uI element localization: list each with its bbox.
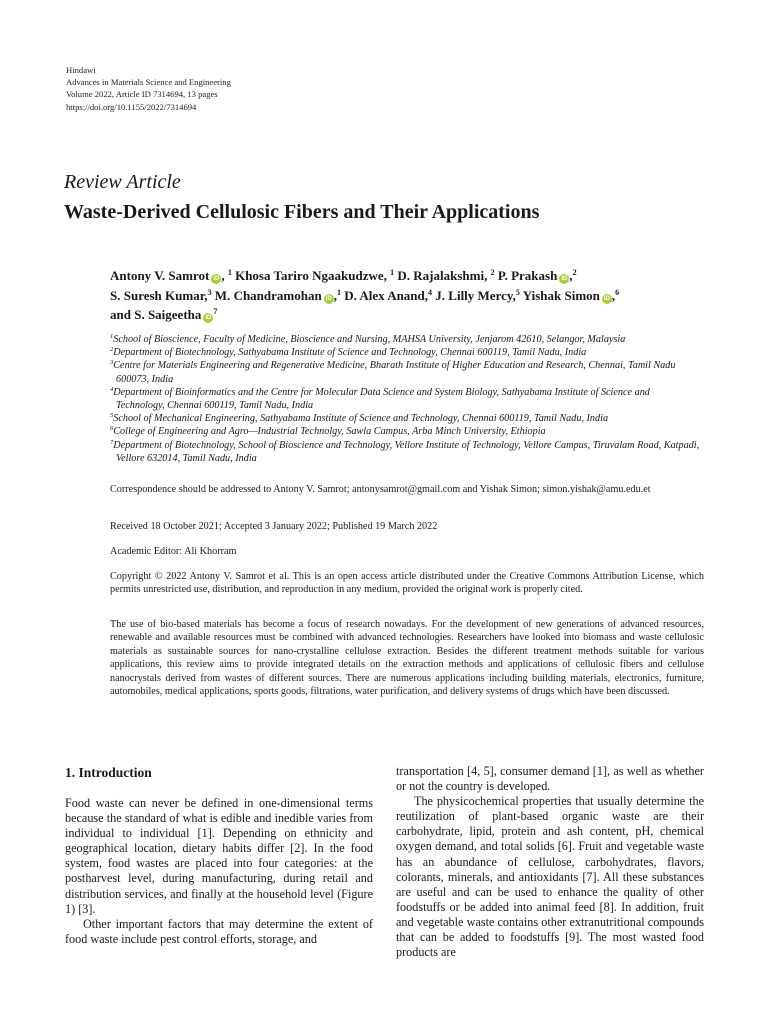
author-line <box>110 286 710 306</box>
affiliation <box>110 346 700 359</box>
affiliation <box>110 359 700 385</box>
author-line <box>110 305 710 325</box>
publisher-name: Hindawi <box>66 65 96 75</box>
affiliation <box>110 425 700 438</box>
author: and S. Saigeetha $iD^7$ <box>110 307 218 322</box>
journal-name: Advances in Materials Science and Engineering <box>66 77 231 88</box>
author-line <box>110 266 710 286</box>
orcid-icon[interactable]: iD <box>561 276 568 282</box>
affiliation-number: 3 <box>110 359 114 367</box>
affiliation-number: 2 <box>110 346 114 354</box>
journal-header <box>66 64 231 113</box>
author: J. Lilly Mercy,$^5$ <box>435 287 520 303</box>
affiliation-text: Department of Bioinformatics and the Centre for Molecular Data Science and System Biology, Sathyabama Institute of Science and Technology, Chennai 600119, Tamil Nadu, India <box>113 386 650 412</box>
abstract: The use of bio-based materials has become a focus of research nowadays. For the development of new generations of advanced resources, renewable and available resources must be combined with advanced technologies. Researchers have looked into biomass and waste cellulosic materials as sustainable sources for nano-crystalline cellulose extraction. Besides the different treatment methods suitable for various applications, this review aims to provide integrated details on the extraction methods and applications of cellulosic fibers and cellulose nanocrystals derived from wastes of different sources. There are numerous applications including building materials, electronics, furniture, automobiles, medical applications, sports goods, filtrations, water purification, and delivery systems of drugs which have been discussed. <box>110 619 704 698</box>
affiliation-text: Department of Biotechnology, School of Bioscience and Technology, Vellore Institute of Technology, Vellore Campus, Tiruvalam Road, Katpadi, Vellore 632014, Tamil Nadu, India <box>113 439 700 464</box>
affiliation-number: 7 <box>110 438 114 446</box>
author: Khosa Tariro Ngaakudzwe, $^1$ <box>235 268 395 283</box>
section-heading: 1. Introduction <box>65 765 152 780</box>
affiliation <box>110 333 700 346</box>
volume-line: Volume 2022, Article ID 7314694, 13 pages <box>66 89 218 100</box>
affiliation-text: School of Mechanical Engineering, Sathyabama Institute of Science and Technology, Chennai 600119, Tamil Nadu, India <box>113 413 609 425</box>
affiliation-text: School of Bioscience, Faculty of Medicine, Bioscience and Nursing, MAHSA University, Jenjarom 42610, Selangor, Malaysia <box>113 334 626 345</box>
author: Antony V. Samrot iD , $^1$ <box>110 268 232 283</box>
author: D. Alex Anand,$^4$ <box>344 287 433 303</box>
affiliation-number: 5 <box>110 412 114 420</box>
orcid-icon[interactable]: iD <box>603 295 610 302</box>
author: P. Prakash iD ,$^2$ <box>497 268 577 283</box>
body-paragraph: transportation [4, 5], consumer demand [1], as well as whether or not the country is developed. <box>396 764 704 794</box>
affiliation <box>110 439 700 465</box>
doi-link[interactable]: https://doi.org/10.1155/2022/7314694 <box>66 101 197 112</box>
affiliation <box>110 386 700 412</box>
affiliation-number: 1 <box>110 333 114 340</box>
affiliation-number: 6 <box>110 425 114 433</box>
correspondence: Correspondence should be addressed to Antony V. Samrot; antonysamrot@gmail.com and Yishak Simon; simon.yishak@amu.edu.et <box>110 484 651 495</box>
affiliation <box>110 412 700 425</box>
orcid-icon[interactable]: iD <box>205 315 212 321</box>
affiliation-number: 4 <box>110 385 114 393</box>
publication-dates: Received 18 October 2021; Accepted 3 January 2022; Published 19 March 2022 <box>110 521 438 532</box>
affiliation-text: Centre for Materials Engineering and Regenerative Medicine, Bharath Institute of Higher Education and Research, Chennai, Tamil Nadu 600073, India <box>113 360 676 385</box>
body-column-right <box>396 764 704 960</box>
author: Yishak Simon iD ,$^6$ <box>522 287 620 303</box>
author: M. Chandramohan iD ,$^1$ <box>214 287 341 303</box>
affiliation-text: Department of Biotechnology, Sathyabama Institute of Science and Technology, Chennai 600119, Tamil Nadu, India <box>113 347 587 359</box>
body-paragraph: Other important factors that may determine the extent of food waste include pest control efforts, storage, and <box>65 916 373 946</box>
academic-editor: Academic Editor: Ali Khorram <box>110 546 237 557</box>
author: S. Suresh Kumar,$^3$ <box>110 287 212 303</box>
body-paragraph: Food waste can never be defined in one-dimensional terms because the standard of what is edible and inedible varies from individual to individual [1]. Depending on ethnicity and geographical location, dietary habits differ [2]. In the food system, food wastes are placed into four categories: at the postharvest level, during manufacturing, during retail and distribution services, and finally at the household level (Figure 1) [3]. <box>65 796 373 916</box>
affiliation-list <box>110 333 700 465</box>
affiliation-text: College of Engineering and Agro—Industrial Technolgy, Sawla Campus, Arba Minch University, Ethiopia <box>113 426 546 438</box>
orcid-icon[interactable]: iD <box>325 295 332 302</box>
copyright-notice: Copyright © 2022 Antony V. Samrot et al. This is an open access article distributed under the Creative Commons Attribution License, which permits unrestricted use, distribution, and reproduction in any medium, provided the original work is properly cited. <box>110 571 704 596</box>
article-type: Review Article <box>64 171 181 193</box>
body-column-left <box>65 764 373 947</box>
article-title: Waste-Derived Cellulosic Fibers and Their Applications <box>64 201 540 223</box>
body-paragraph: The physicochemical properties that usually determine the reutilization of plant-based organic waste are their carbohydrate, lipid, protein and ash content, pH, chemical oxygen demand, and total solids [6]. Fruit and vegetable waste has an abundance of cellulose, carbohydrates, flavors, colorants, minerals, and antioxidants [7]. All these substances are useful and can be used to enhance the quality of other foodstuffs or be added into animal feed [8]. In addition, fruit and vegetable waste contains other extranutritional compounds that can be added to foodstuffs [9]. The most wasted food products are <box>396 794 704 960</box>
author: D. Rajalakshmi, $^2$ <box>397 268 495 283</box>
orcid-icon[interactable]: iD <box>213 276 220 282</box>
author-list <box>110 266 710 325</box>
